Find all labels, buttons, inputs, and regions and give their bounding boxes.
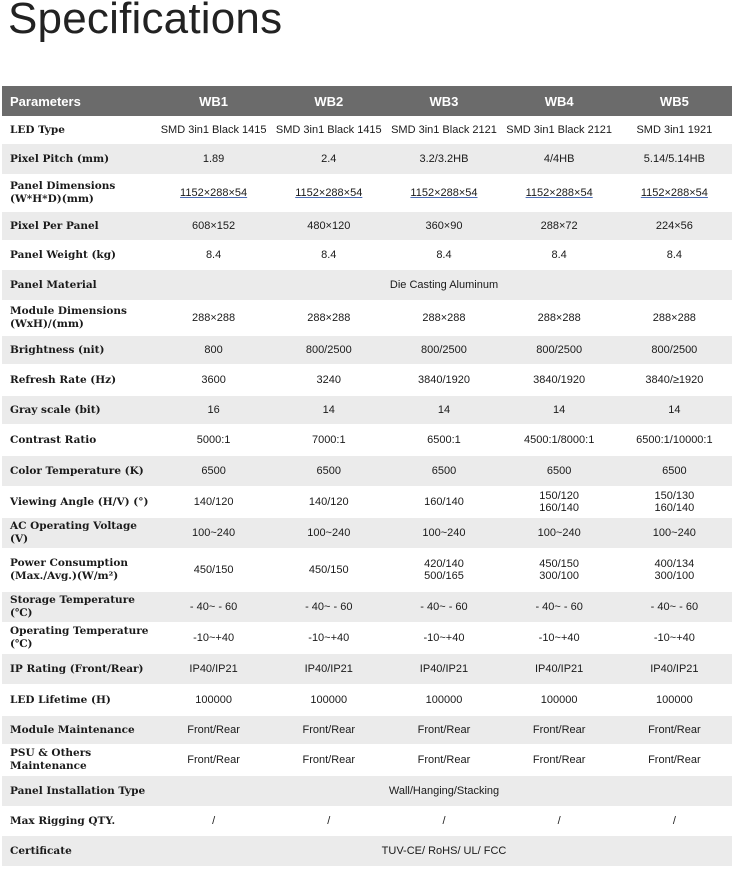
row-label [2, 174, 156, 212]
value-cell-wb5: 1152×288×54 [640, 187, 708, 199]
table-row [2, 300, 732, 336]
row-label: Max Rigging QTY. [10, 814, 116, 827]
value-cell-wb1: 800 [204, 344, 223, 356]
value-cell-wb1: 1.89 [202, 153, 225, 165]
value-cell-wb3: 3840/1920 [417, 374, 470, 386]
row-label: Refresh Rate (Hz) [10, 373, 117, 386]
row-label: LED Lifetime (H) [10, 693, 111, 706]
value-cell-wb1: - 40~ - 60 [189, 601, 238, 613]
row-label: LED Type [10, 123, 65, 136]
value-cell-wb4: - 40~ - 60 [535, 601, 583, 613]
value-cell-wb4: Front/Rear [532, 754, 586, 766]
value-cell-wb2: -10~+40 [308, 632, 350, 644]
value-cell-wb2: 140/120 [308, 496, 349, 508]
value-cell-wb5: 6500 [662, 465, 687, 477]
value-cell-wb3: - 40~ - 60 [420, 601, 468, 613]
value-cell-wb2: / [327, 815, 331, 827]
value-cell-wb4: 3840/1920 [533, 374, 586, 386]
value-cell-wb2: 14 [322, 404, 335, 416]
value-cell-wb2: 8.4 [321, 249, 337, 261]
value-cell-wb1: 100~240 [192, 527, 236, 539]
value-cell-wb3: / [442, 815, 446, 827]
row-label-line: (WxH)/(mm) [10, 318, 84, 330]
table-row [2, 622, 732, 654]
value-cell-wb3: Front/Rear [417, 724, 471, 736]
value-cell-wb5: 8.4 [666, 249, 683, 261]
table-row [2, 116, 732, 144]
table-row [2, 744, 732, 776]
row-label: Panel Installation Type [10, 784, 146, 797]
value-cell-wb4: 8.4 [551, 249, 567, 261]
table-row [2, 592, 732, 622]
value-cell-wb3: -10~+40 [423, 632, 465, 644]
value-cell-wb3: 8.4 [436, 249, 452, 261]
table-row [2, 518, 732, 548]
value-cell-wb3: Front/Rear [417, 754, 471, 766]
value-line: 450/150 [539, 558, 580, 570]
value-cell-wb1: 1152×288×54 [180, 187, 248, 199]
value-cell-wb4: 14 [553, 404, 566, 416]
value-cell-wb4: 1152×288×54 [525, 187, 593, 199]
value-cell-wb3: 14 [437, 404, 451, 416]
value-cell-wb5: - 40~ - 60 [650, 601, 699, 613]
value-cell-wb5: Front/Rear [648, 754, 701, 766]
row-label: IP Rating (Front/Rear) [10, 662, 144, 675]
row-label-line: Module Dimensions [10, 305, 127, 317]
value-cell-wb1: 3600 [201, 374, 226, 386]
header-model-wb4: WB4 [544, 93, 574, 109]
value-cell-wb1: Front/Rear [187, 724, 240, 736]
value-cell-wb5: -10~+40 [653, 632, 695, 644]
table-row [2, 806, 732, 836]
value-cell-wb5: 288×288 [652, 312, 696, 324]
header-parameters: Parameters [10, 93, 81, 109]
value-cell-wb1: 6500 [201, 465, 226, 477]
value-cell-wb1: SMD 3in1 Black 1415 [160, 124, 267, 136]
value-cell-wb1: 140/120 [193, 496, 234, 508]
value-cell-wb1: IP40/IP21 [189, 663, 238, 675]
header-model-wb2: WB2 [314, 93, 344, 109]
table-row [2, 364, 732, 396]
value-line: 420/140 [424, 558, 464, 570]
value-cell-wb4: 4/4HB [543, 153, 575, 165]
row-label: Panel Material [10, 278, 97, 291]
value-cell-wb3: 100000 [425, 694, 463, 706]
value-cell-wb2: Front/Rear [302, 724, 356, 736]
value-cell-wb4: Front/Rear [532, 724, 586, 736]
value-cell-wb1: 16 [207, 404, 220, 416]
value-cell-wb3: IP40/IP21 [419, 663, 469, 675]
value-cell-wb1: / [212, 815, 216, 827]
value-cell-wb2: Front/Rear [302, 754, 356, 766]
row-label: Brightness (nit) [10, 343, 105, 356]
value-cell-wb5: 5.14/5.14HB [643, 153, 705, 165]
table-row [2, 424, 732, 456]
value-cell-wb1: 450/150 [193, 564, 234, 576]
value-cell-wb4: SMD 3in1 Black 2121 [506, 124, 613, 136]
value-cell-wb2: IP40/IP21 [304, 663, 353, 675]
table-row [2, 836, 732, 866]
value-cell-wb2: SMD 3in1 Black 1415 [275, 124, 382, 136]
row-label: Pixel Pitch (mm) [10, 152, 110, 165]
value-cell-wb5: 224×56 [655, 220, 693, 232]
value-cell-wb3 [386, 548, 501, 592]
row-label: Certificate [10, 844, 72, 857]
table-row [2, 396, 732, 424]
row-label: AC Operating Voltage (V) [10, 520, 137, 545]
value-cell-wb3: SMD 3in1 Black 2121 [391, 124, 497, 136]
value-cell-wb1: 5000:1 [196, 434, 231, 446]
table-row [2, 548, 732, 592]
table-row [2, 486, 732, 518]
value-cell-wb4: 288×72 [540, 220, 578, 232]
value-cell-wb5: 100~240 [652, 527, 696, 539]
table-row [2, 240, 732, 270]
value-cell-wb1: 608×152 [192, 220, 236, 232]
value-cell-wb2: 2.4 [321, 153, 337, 165]
row-label: Module Maintenance [10, 723, 135, 736]
table-row [2, 144, 732, 174]
header-model-wb1: WB1 [199, 93, 229, 109]
value-cell-wb2: 3240 [316, 374, 342, 386]
page-title: Specifications [8, 0, 283, 43]
value-cell-wb2: 100~240 [307, 527, 351, 539]
table-row [2, 654, 732, 684]
value-cell-wb5: Front/Rear [648, 724, 701, 736]
value-cell-wb1: -10~+40 [193, 632, 235, 644]
merged-value-cell: TUV-CE/ RoHS/ UL/ FCC [381, 845, 507, 857]
merged-value-cell: Die Casting Aluminum [389, 279, 499, 291]
specifications-table [2, 86, 732, 866]
row-label: Contrast Ratio [10, 433, 97, 446]
row-label: PSU & Others Maintenance [10, 747, 92, 772]
value-cell-wb3: 3.2/3.2HB [419, 153, 469, 165]
value-cell-wb5: 14 [668, 404, 681, 416]
value-cell-wb1: Front/Rear [187, 754, 240, 766]
row-label-line: Panel Dimensions [10, 180, 116, 192]
value-cell-wb3: 6500 [431, 465, 457, 477]
value-cell-wb1: 288×288 [192, 312, 236, 324]
value-cell-wb5: 6500:1/10000:1 [636, 434, 713, 446]
value-cell-wb4: IP40/IP21 [534, 663, 584, 675]
value-cell-wb2: 100000 [310, 694, 348, 706]
value-cell-wb1: 100000 [195, 694, 232, 706]
value-line: 150/130 [654, 490, 695, 502]
value-cell-wb2: 800/2500 [305, 344, 352, 356]
row-label [2, 548, 156, 592]
row-label: Pixel Per Panel [10, 219, 99, 232]
table-header-row [2, 86, 732, 116]
value-cell-wb4 [502, 486, 617, 518]
value-cell-wb2: 7000:1 [311, 434, 346, 446]
value-cell-wb3: 360×90 [425, 220, 463, 232]
value-cell-wb4 [502, 548, 617, 592]
table-row [2, 270, 732, 300]
row-label: Color Temperature (K) [10, 464, 144, 477]
value-cell-wb5: IP40/IP21 [650, 663, 699, 675]
value-cell-wb5: 800/2500 [651, 344, 698, 356]
value-cell-wb3: 1152×288×54 [410, 187, 478, 199]
row-label: Viewing Angle (H/V) (°) [10, 495, 149, 508]
value-cell-wb4: 6500 [546, 465, 572, 477]
table-row [2, 684, 732, 716]
row-label-line: (Max./Avg.)(W/m²) [10, 570, 119, 582]
value-cell-wb4: 800/2500 [536, 344, 583, 356]
row-label-line: (W*H*D)(mm) [10, 193, 94, 205]
value-cell-wb5: 3840/≥1920 [645, 374, 704, 386]
table-row [2, 336, 732, 364]
value-cell-wb3: 6500:1 [427, 434, 461, 446]
value-cell-wb3: 100~240 [422, 527, 466, 539]
value-line: 160/140 [654, 502, 695, 514]
value-cell-wb5: / [672, 815, 676, 827]
header-model-wb5: WB5 [659, 93, 689, 109]
value-cell-wb2: 480×120 [307, 220, 351, 232]
header-model-wb3: WB3 [429, 93, 459, 109]
table-row [2, 456, 732, 486]
value-cell-wb2: 288×288 [307, 312, 351, 324]
value-cell-wb5 [617, 486, 732, 518]
value-cell-wb2: 6500 [316, 465, 342, 477]
value-cell-wb1: 8.4 [205, 249, 222, 261]
value-line: 500/165 [424, 570, 464, 582]
row-label: Gray scale (bit) [10, 403, 101, 416]
value-cell-wb2: - 40~ - 60 [305, 601, 353, 613]
value-line: 300/100 [539, 570, 580, 582]
merged-value-cell: Wall/Hanging/Stacking [388, 785, 500, 797]
value-cell-wb3: 288×288 [422, 312, 466, 324]
value-line: 300/100 [654, 570, 695, 582]
value-cell-wb3: 160/140 [424, 496, 464, 508]
value-cell-wb2: 1152×288×54 [295, 187, 363, 199]
value-cell-wb4: 288×288 [537, 312, 581, 324]
row-label [2, 300, 156, 336]
table-row [2, 716, 732, 744]
value-cell-wb4: 4500:1/8000:1 [523, 434, 595, 446]
value-cell-wb4: 100~240 [537, 527, 581, 539]
value-cell-wb2: 450/150 [308, 564, 349, 576]
value-cell-wb5: 100000 [656, 694, 693, 706]
row-label: Panel Weight (kg) [10, 248, 117, 261]
row-label: Operating Temperature (℃) [10, 625, 149, 650]
value-line: 400/134 [654, 558, 695, 570]
value-line: 160/140 [539, 502, 580, 514]
value-cell-wb4: 100000 [540, 694, 578, 706]
row-label: Storage Temperature (℃) [10, 594, 135, 619]
value-cell-wb3: 800/2500 [421, 344, 467, 356]
value-cell-wb4: / [557, 815, 561, 827]
row-label-line: Power Consumption [10, 557, 128, 569]
value-cell-wb5 [617, 548, 732, 592]
value-line: 150/120 [539, 490, 580, 502]
value-cell-wb5: SMD 3in1 1921 [636, 124, 713, 136]
table-row [2, 174, 732, 212]
table-row [2, 776, 732, 806]
value-cell-wb4: -10~+40 [538, 632, 580, 644]
table-row [2, 212, 732, 240]
